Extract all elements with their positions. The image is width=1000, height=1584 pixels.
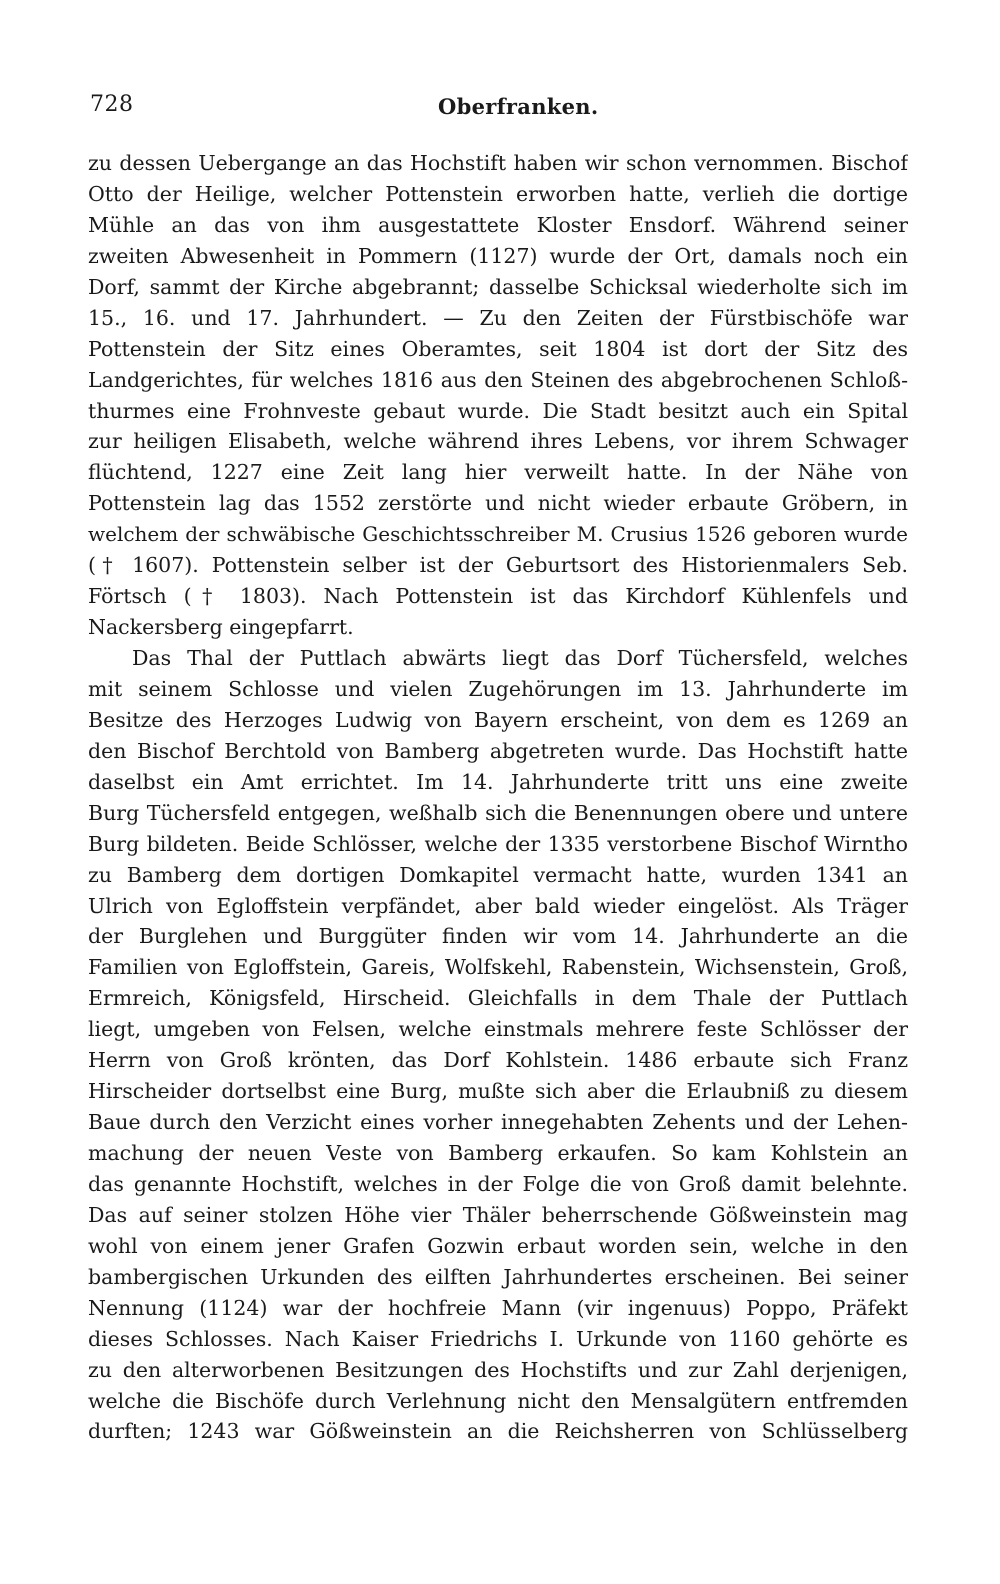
text-line: († 1607). Pottenstein selber ist der Geburtsort des Historienmalers Seb. [88,553,908,578]
text-line: Hirscheider dortselbst eine Burg, mußte sich aber die Erlaubniß zu diesem [88,1079,908,1104]
text-line: zu den alterworbenen Besitzungen des Hochstifts und zur Zahl derjenigen, [88,1357,908,1382]
text-line: Ermreich, Königsfeld, Hirscheid. Gleichfalls in dem Thale der Puttlach [88,986,908,1011]
text-line: Burg bildeten. Beide Schlösser, welche der 1335 verstorbene Bischof Wirntho [88,831,908,856]
text-line: zu Bamberg dem dortigen Domkapitel vermacht hatte, wurden 1341 an [88,862,908,887]
text-line: 15., 16. und 17. Jahrhundert. — Zu den Zeiten der Fürstbischöfe war [88,305,908,330]
text-line: Herrn von Groß krönten, das Dorf Kohlstein. 1486 erbaute sich Franz [88,1048,908,1073]
text-line: Burg Tüchersfeld entgegen, weßhalb sich die Benennungen obere und untere [88,800,908,825]
text-line: thurmes eine Frohnveste gebaut wurde. Die Stadt besitzt auch ein Spital [88,398,908,423]
text-line: durften; 1243 war Gößweinstein an die Reichsherren von Schlüsselberg [88,1419,908,1444]
text-line: Nackersberg eingepfarrt. [88,615,354,640]
text-line: Dorf, sammt der Kirche abgebrannt; dasselbe Schicksal wiederholte sich im [88,274,908,299]
text-line: Mühle an das von ihm ausgestattete Kloster Ensdorf. Während seiner [88,212,908,237]
text-line: den Bischof Berchtold von Bamberg abgetreten wurde. Das Hochstift hatte [88,738,908,763]
text-line: der Burglehen und Burggüter finden wir vom 14. Jahrhunderte an die [88,924,908,949]
text-line: Otto der Heilige, welcher Pottenstein erworben hatte, verlieh die dortige [88,181,908,206]
text-line: zweiten Abwesenheit in Pommern (1127) wurde der Ort, damals noch ein [88,243,908,268]
text-line: Das auf seiner stolzen Höhe vier Thäler beherrschende Gößweinstein mag [88,1202,908,1227]
text-line: daselbst ein Amt errichtet. Im 14. Jahrhunderte tritt uns eine zweite [88,769,908,794]
text-line: Besitze des Herzoges Ludwig von Bayern erscheint, von dem es 1269 an [88,707,908,732]
text-line: Das Thal der Puttlach abwärts liegt das Dorf Tüchersfeld, welches [132,646,908,670]
paragraph-1 [88,148,908,643]
body-text [88,148,908,1447]
text-line: welchem der schwäbische Geschichtsschreiber M. Crusius 1526 geboren wurde [88,522,908,547]
text-line: flüchtend, 1227 eine Zeit lang hier verweilt hatte. In der Nähe von [88,460,908,485]
text-line: zu dessen Uebergange an das Hochstift haben wir schon vernommen. Bischof [88,151,908,175]
text-line: mit seinem Schlosse und vielen Zugehörungen im 13. Jahrhunderte im [88,676,908,701]
text-line: welche die Bischöfe durch Verlehnung nicht den Mensalgütern entfremden [88,1388,908,1413]
text-line: Pottenstein der Sitz eines Oberamtes, seit 1804 ist dort der Sitz des [88,336,908,361]
page-header [88,92,908,132]
text-line: zur heiligen Elisabeth, welche während ihres Lebens, vor ihrem Schwager [88,429,908,454]
text-line: das genannte Hochstift, welches in der Folge die von Groß damit belehnte. [88,1171,908,1196]
text-line: Nennung (1124) war der hochfreie Mann (vir ingenuus) Poppo, Präfekt [88,1295,908,1320]
text-line: Ulrich von Egloffstein verpfändet, aber bald wieder eingelöst. Als Träger [88,893,908,918]
page-number: 728 [90,92,134,117]
text-line: Pottenstein lag das 1552 zerstörte und nicht wieder erbaute Gröbern, in [88,491,908,516]
paragraph-2 [88,643,908,1447]
text-line: liegt, umgeben von Felsen, welche einstmals mehrere feste Schlösser der [88,1017,908,1042]
text-line: Baue durch den Verzicht eines vorher innegehabten Zehents und der Lehen- [88,1110,908,1135]
text-line: Landgerichtes, für welches 1816 aus den Steinen des abgebrochenen Schloß- [88,367,908,392]
book-page [88,92,908,1444]
running-head: Oberfranken. [438,94,599,119]
text-line: Förtsch († 1803). Nach Pottenstein ist das Kirchdorf Kühlenfels und [88,584,908,609]
text-line: wohl von einem jener Grafen Gozwin erbaut worden sein, welche in den [88,1233,908,1258]
text-line: machung der neuen Veste von Bamberg erkaufen. So kam Kohlstein an [88,1141,908,1165]
text-line: Familien von Egloffstein, Gareis, Wolfskehl, Rabenstein, Wichsenstein, Groß, [88,955,908,980]
text-line: bambergischen Urkunden des eilften Jahrhundertes erscheinen. Bei seiner [88,1264,908,1289]
text-line: dieses Schlosses. Nach Kaiser Friedrichs I. Urkunde von 1160 gehörte es [88,1326,908,1351]
